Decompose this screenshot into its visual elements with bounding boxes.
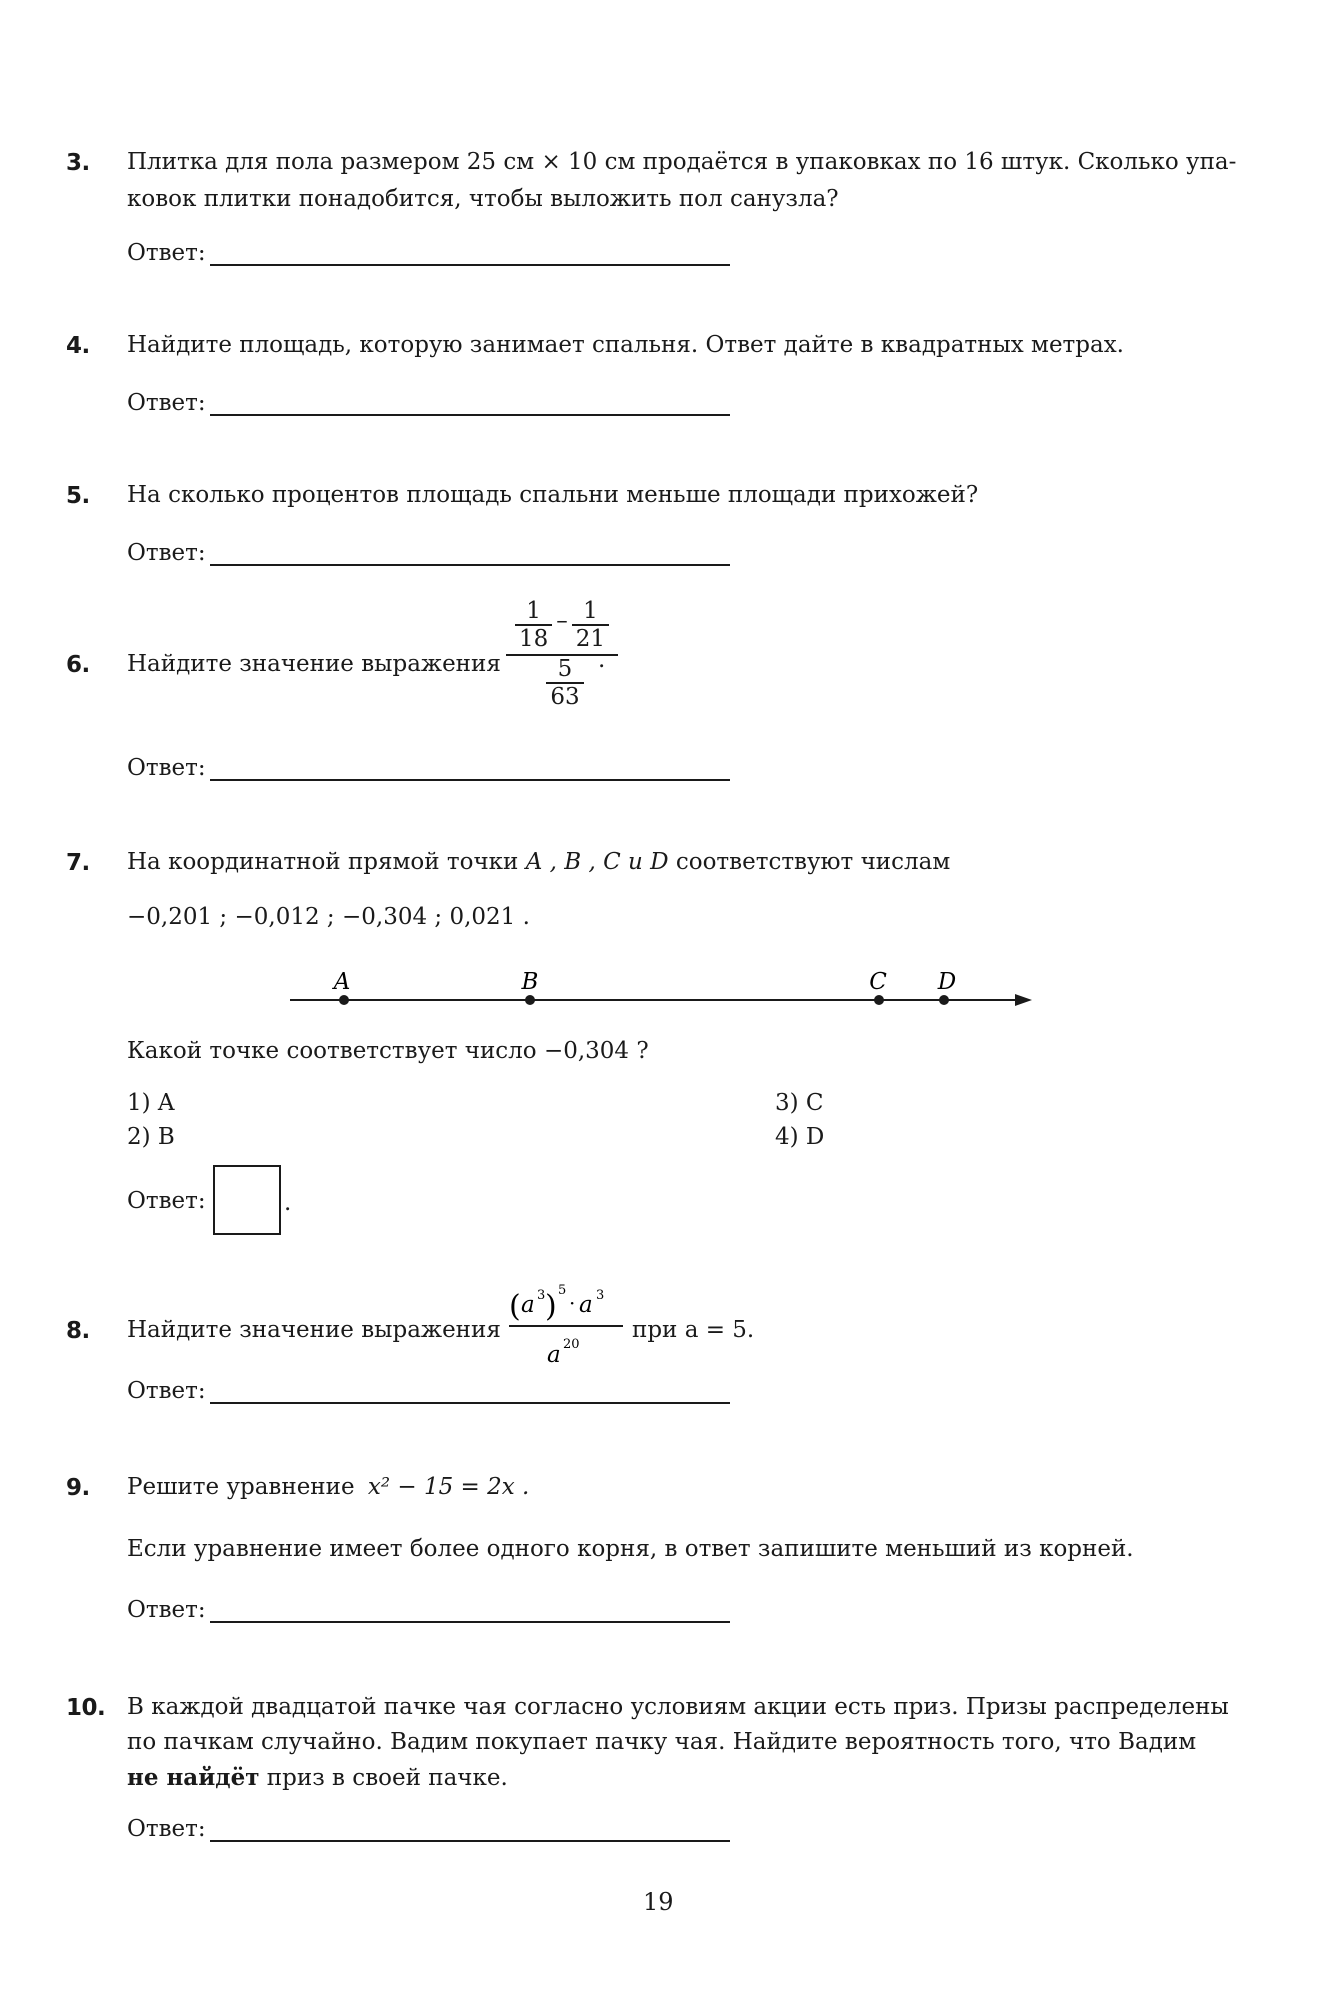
task-5-text: На сколько процентов площадь спальни меньше площади прихожей? bbox=[127, 482, 979, 508]
task-9-text: Решите уравнение x² − 15 = 2x . bbox=[127, 1474, 530, 1500]
task-7-question: Какой точке соответствует число −0,304 ? bbox=[127, 1038, 649, 1064]
task-5-answer-label: Ответ: bbox=[127, 540, 206, 566]
task-8-answer-field[interactable] bbox=[210, 1402, 730, 1404]
task-10-answer-field[interactable] bbox=[210, 1840, 730, 1842]
task-5-number: 5. bbox=[66, 483, 90, 509]
svg-text:(: ( bbox=[509, 1289, 521, 1324]
point-d bbox=[939, 995, 949, 1005]
task-7-answer-label: Ответ: bbox=[127, 1188, 206, 1214]
task-4-text: Найдите площадь, которую занимает спальня. Ответ дайте в квадратных метрах. bbox=[127, 332, 1124, 358]
task-10-number: 10. bbox=[66, 1695, 106, 1721]
task-8-suffix: при a = 5. bbox=[632, 1317, 755, 1343]
task-9-note: Если уравнение имеет более одного корня, в ответ запишите меньший из корней. bbox=[127, 1536, 1134, 1562]
label-a: A bbox=[333, 969, 351, 995]
task-10-text-line3: не найдёт приз в своей пачке. bbox=[127, 1764, 508, 1791]
task-10-text-line2: по пачкам случайно. Вадим покупает пачку чая. Найдите вероятность того, что Вадим bbox=[127, 1729, 1197, 1755]
task-3-text-line1: Плитка для пола размером 25 см × 10 см продаётся в упаковках по 16 штук. Сколько упа- bbox=[127, 149, 1237, 175]
task-5-answer-field[interactable] bbox=[210, 564, 730, 566]
label-d: D bbox=[937, 969, 957, 995]
task-9-answer-label: Ответ: bbox=[127, 1597, 206, 1623]
task-6-answer-field[interactable] bbox=[210, 779, 730, 781]
task-3-number: 3. bbox=[66, 150, 90, 176]
svg-text:a: a bbox=[547, 1342, 561, 1368]
task-7-answer-box[interactable] bbox=[213, 1165, 281, 1235]
fraction-5-63: $\frac{5}{63}$ bbox=[546, 656, 583, 710]
task-7-text: На координатной прямой точки A , B , C и D соответствуют числам bbox=[127, 849, 951, 875]
task-6-answer-label: Ответ: bbox=[127, 755, 206, 781]
task-10-answer-label: Ответ: bbox=[127, 1816, 206, 1842]
task-7-points-list: A , B , C и D bbox=[525, 849, 669, 875]
page-number: 19 bbox=[643, 1888, 674, 1916]
choice-1[interactable]: 1) A bbox=[127, 1090, 175, 1116]
task-3-answer-field[interactable] bbox=[210, 264, 730, 266]
task-3-text-line2: ковок плитки понадобится, чтобы выложить пол санузла? bbox=[127, 186, 839, 212]
task-6-expression-end: . bbox=[598, 647, 606, 673]
svg-text:a: a bbox=[579, 1292, 593, 1318]
label-c: C bbox=[869, 969, 887, 995]
task-7-numbers: −0,201 ; −0,012 ; −0,304 ; 0,021 . bbox=[127, 904, 530, 930]
task-9-equation: x² − 15 = 2x . bbox=[367, 1474, 530, 1500]
choice-2[interactable]: 2) B bbox=[127, 1124, 175, 1150]
svg-text:3: 3 bbox=[596, 1288, 605, 1303]
point-b bbox=[525, 995, 535, 1005]
fraction-1-18: $\frac{1}{18}$ bbox=[515, 598, 552, 652]
svg-text:3: 3 bbox=[537, 1288, 546, 1303]
task-8-answer-label: Ответ: bbox=[127, 1378, 206, 1404]
task-7-answer-end: . bbox=[284, 1190, 292, 1216]
point-c bbox=[874, 995, 884, 1005]
task-6-number: 6. bbox=[66, 652, 90, 678]
task-8-number: 8. bbox=[66, 1318, 90, 1344]
svg-text:·: · bbox=[569, 1291, 576, 1315]
task-7-number: 7. bbox=[66, 850, 90, 876]
task-9-number: 9. bbox=[66, 1475, 90, 1501]
task-8-expression bbox=[505, 1272, 625, 1372]
task-6-text: Найдите значение выражения bbox=[127, 651, 501, 677]
svg-text:a: a bbox=[521, 1292, 535, 1318]
choice-4[interactable]: 4) D bbox=[775, 1124, 825, 1150]
task-4-answer-field[interactable] bbox=[210, 414, 730, 416]
task-10-text-line1: В каждой двадцатой пачке чая согласно условиям акции есть приз. Призы распределены bbox=[127, 1694, 1229, 1720]
task-4-answer-label: Ответ: bbox=[127, 390, 206, 416]
task-3-answer-label: Ответ: bbox=[127, 240, 206, 266]
number-line bbox=[280, 960, 1040, 1020]
label-b: B bbox=[521, 969, 539, 995]
task-9-answer-field[interactable] bbox=[210, 1621, 730, 1623]
task-6-expression: $\frac{1}{18}$ – $\frac{1}{21}$ $\frac{5}{63}$ bbox=[506, 598, 618, 710]
point-a bbox=[339, 995, 349, 1005]
svg-text:20: 20 bbox=[563, 1337, 580, 1352]
fraction-1-21: $\frac{1}{21}$ bbox=[572, 598, 609, 652]
choice-3[interactable]: 3) C bbox=[775, 1090, 824, 1116]
svg-text:): ) bbox=[545, 1289, 557, 1324]
task-8-text: Найдите значение выражения bbox=[127, 1317, 501, 1343]
task-4-number: 4. bbox=[66, 333, 90, 359]
svg-text:5: 5 bbox=[558, 1283, 567, 1298]
